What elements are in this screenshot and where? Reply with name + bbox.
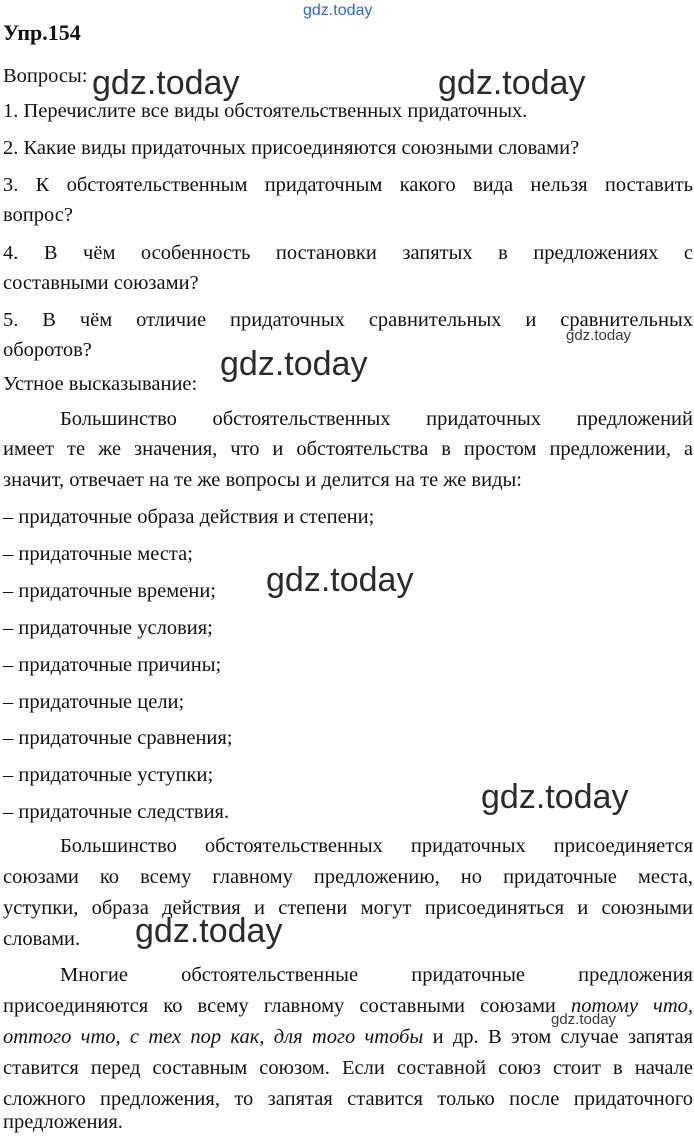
type-item: – придаточные сравнения;: [3, 727, 233, 749]
paragraph-3-line-4: ставится перед составным союзом. Если составной союз стоит в начале: [3, 1057, 693, 1079]
type-item: – придаточные места;: [3, 543, 193, 565]
watermark: gdz.today: [481, 778, 629, 816]
watermark: gdz.today: [135, 912, 283, 950]
watermark: gdz.today: [438, 64, 586, 102]
watermark: gdz.today: [566, 327, 632, 344]
question-5-line-2: оборотов?: [3, 339, 92, 361]
paragraph-2-line-3: уступки, образа действия и степени могут присоединяться и союзными: [3, 897, 693, 919]
question-3-line-2: вопрос?: [3, 204, 73, 226]
paragraph-1-line-1: Большинство обстоятельственных придаточных предложений: [60, 408, 693, 430]
paragraph-3-line-5: сложного предложения, то запятая ставится только после придаточного: [3, 1088, 693, 1110]
type-item: – придаточные причины;: [3, 654, 222, 676]
question-4-line-2: составными союзами?: [3, 272, 199, 294]
paragraph-3-line-1: Многие обстоятельственные придаточные предложения: [60, 964, 693, 986]
question-1: 1. Перечислите все виды обстоятельственных придаточных.: [3, 100, 528, 122]
type-item: – придаточные времени;: [3, 580, 216, 602]
type-item: – придаточные образа действия и степени;: [3, 506, 375, 528]
watermark: gdz.today: [303, 2, 373, 19]
text-plain: и др. В этом случае запятая: [423, 1026, 693, 1048]
text-italic: оттого что, с тех пор как, для того чтобы: [3, 1026, 424, 1048]
paragraph-3-line-6: предложения.: [3, 1111, 123, 1133]
exercise-title: Упр.154: [3, 20, 81, 45]
text-plain: присоединяются ко всему главному составными союзами: [3, 995, 571, 1017]
paragraph-1-line-2: имеет те же значения, что и обстоятельства в простом предложении, а: [3, 438, 693, 460]
question-3-line-1: 3. К обстоятельственным придаточным какого вида нельзя поставить: [3, 174, 693, 196]
paragraph-2-line-2: союзами ко всему главному предложению, но придаточные места,: [3, 866, 693, 888]
text-italic: потому что,: [571, 995, 694, 1017]
type-item: – придаточные следствия.: [3, 801, 230, 823]
answer-label: Устное высказывание:: [3, 373, 198, 395]
question-2: 2. Какие виды придаточных присоединяются союзными словами?: [3, 137, 580, 159]
paragraph-2-line-1: Большинство обстоятельственных придаточных присоединяется: [60, 835, 693, 857]
watermark: gdz.today: [551, 1011, 617, 1028]
type-item: – придаточные условия;: [3, 617, 213, 639]
watermark: gdz.today: [266, 561, 414, 599]
type-item: – придаточные уступки;: [3, 764, 214, 786]
question-5-line-1: 5. В чём отличие придаточных сравнительных и сравнительных: [3, 309, 693, 331]
watermark: gdz.today: [220, 345, 368, 383]
paragraph-2-line-4: словами.: [3, 928, 81, 950]
watermark: gdz.today: [92, 64, 240, 102]
question-4-line-1: 4. В чём особенность постановки запятых в предложениях с: [3, 242, 693, 264]
type-item: – придаточные цели;: [3, 691, 185, 713]
paragraph-1-line-3: значит, отвечает на те же вопросы и делится на те же виды:: [3, 469, 522, 491]
questions-label: Вопросы:: [3, 65, 88, 87]
